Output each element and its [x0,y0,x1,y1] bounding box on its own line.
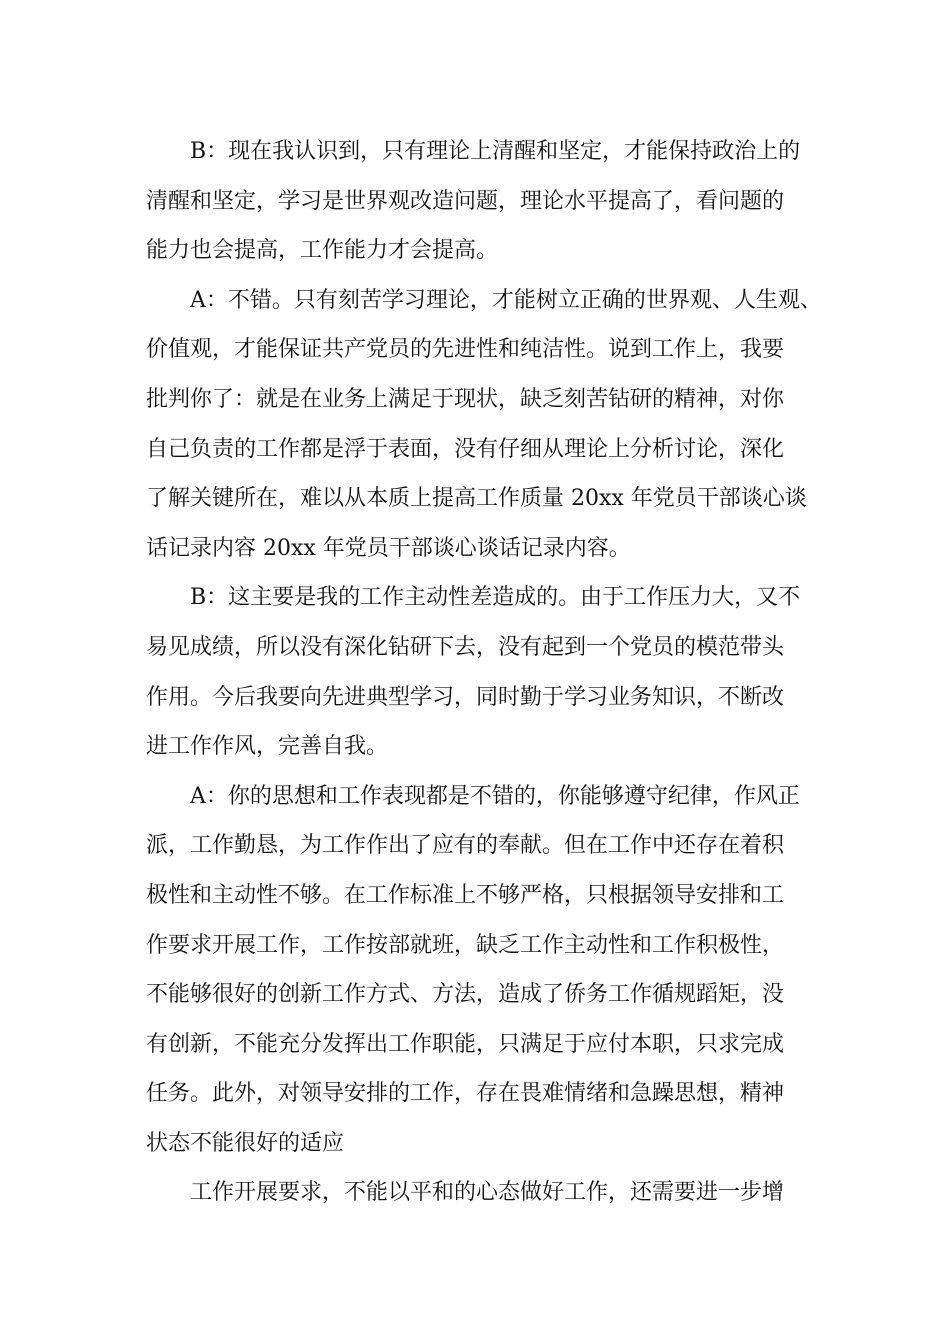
text-line: 不能够很好的创新工作方式、方法，造成了侨务工作循规蹈矩，没 [146,982,785,1008]
text-line: 状态不能很好的适应 [146,1130,345,1156]
text-line: B：这主要是我的工作主动性差造成的。由于工作压力大，又不 [190,585,801,611]
text-line: 作用。今后我要向先进典型学习，同时勤于学习业务知识，不断改 [146,684,785,710]
text-line: 工作开展要求，不能以平和的心态做好工作，还需要进一步增 [190,1180,785,1206]
text-line: B：现在我认识到，只有理论上清醒和坚定，才能保持政治上的 [190,139,801,164]
text-line: A：不错。只有刻苦学习理论，才能树立正确的世界观、人生观、 [190,287,822,313]
paragraph-2 [146,276,822,574]
text-line: 话记录内容 20xx 年党员干部谈心谈话记录内容。 [146,535,631,561]
text-line: 批判你了：就是在业务上满足于现状，缺乏刻苦钻研的精神，对你 [146,386,785,412]
text-line: 作要求开展工作，工作按部就班，缺乏工作主动性和工作积极性， [146,932,785,958]
paragraph-5 [146,1168,818,1218]
document-body [146,127,822,1218]
text-line: 自己负责的工作都是浮于表面，没有仔细从理论上分析讨论，深化 [146,436,785,462]
text-line: 极性和主动性不够。在工作标准上不够严格，只根据领导安排和工 [146,882,785,908]
text-line: 有创新，不能充分发挥出工作职能，只满足于应付本职，只求完成 [146,1031,785,1057]
text-line: 清醒和坚定，学习是世界观改造问题，理论水平提高了，看问题的 [146,188,785,214]
text-line: 价值观，才能保证共产党员的先进性和纯洁性。说到工作上，我要 [146,337,785,363]
paragraph-3 [146,573,818,771]
text-line: 任务。此外，对领导安排的工作，存在畏难情绪和急躁思想，精神 [146,1081,785,1107]
paragraph-4 [146,772,818,1169]
text-line: 能力也会提高，工作能力才会提高。 [146,238,499,264]
text-line: A：你的思想和工作表现都是不错的，你能够遵守纪律，作风正 [190,783,800,809]
text-line: 进工作作风，完善自我。 [146,734,389,760]
paragraph-1 [146,127,818,276]
text-line: 派，工作勤恳，为工作作出了应有的奉献。但在工作中还存在着积 [146,833,785,859]
text-line: 易见成绩，所以没有深化钻研下去，没有起到一个党员的模范带头 [146,634,785,660]
text-line: 了解关键所在，难以从本质上提高工作质量 20xx 年党员干部谈心谈 [146,486,807,512]
